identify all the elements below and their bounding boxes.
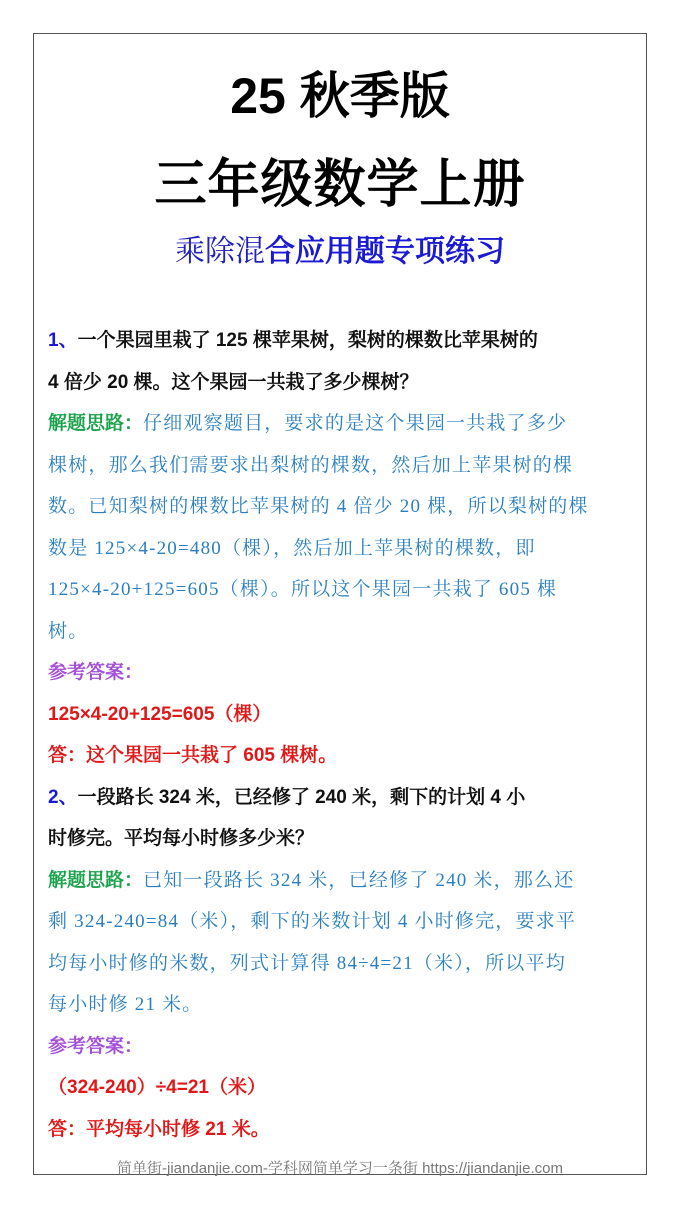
title-line-1: 25 秋季版	[230, 68, 450, 124]
ref-2-label: 参考答案：	[48, 1035, 144, 1057]
question-1-number: 1、	[48, 330, 78, 351]
think-1-text-1: 仔细观察题目，要求的是这个果园一共栽了多少	[143, 413, 568, 434]
think-2-line-2: 剩 324-240=84（米），剩下的米数计划 4 小时修完，要求平	[48, 911, 577, 932]
formula-2: （324-240）÷4=21（米）	[48, 1077, 266, 1098]
think-2-line-3: 均每小时修的米数，列式计算得 84÷4=21（米），所以平均	[48, 952, 566, 974]
think-2-line-4: 每小时修 21 米。	[48, 994, 203, 1015]
think-1-line-5: 125×4-20+125=605（棵）。所以这个果园一共栽了 605 棵	[48, 579, 558, 600]
think-1-line-4: 数是 125×4-20=480（棵），然后加上苹果树的棵数，即	[48, 537, 536, 559]
think-2-line-1	[48, 860, 634, 902]
ref-1-label: 参考答案：	[48, 662, 144, 683]
question-1-line-1	[48, 320, 634, 362]
think-1-label: 解题思路：	[48, 413, 144, 434]
question-1-line-2: 4 倍少 20 棵。这个果园一共栽了多少棵树？	[48, 371, 419, 393]
think-2-text-1: 已知一段路长 324 米，已经修了 240 米，那么还	[143, 869, 575, 891]
question-1-text-1: 一个果园里栽了 125 棵苹果树，梨树的棵数比苹果树的	[77, 330, 538, 351]
subtitle-part-1: 乘除混	[175, 235, 265, 268]
question-2-line-1	[48, 777, 634, 819]
think-1-line-3: 数。已知梨树的棵数比苹果树的 4 倍少 20 棵，所以梨树的棵	[48, 496, 589, 517]
subtitle	[0, 226, 680, 270]
subtitle-part-2: 合应用题专项练习	[265, 235, 505, 268]
think-1-line-2: 棵树，那么我们需要求出梨树的棵数，然后加上苹果树的棵	[48, 454, 574, 476]
answer-1: 答：这个果园一共栽了 605 棵树。	[48, 745, 338, 766]
formula-1: 125×4-20+125=605（棵）	[48, 703, 272, 725]
problems-section	[48, 320, 634, 1150]
think-1-line-6: 树。	[48, 620, 89, 642]
question-2-text-1: 一段路长 324 米，已经修了 240 米，剩下的计划 4 小	[77, 786, 526, 808]
question-2-line-2: 时修完。平均每小时修多少米？	[48, 828, 315, 849]
think-2-label: 解题思路：	[48, 869, 144, 891]
footer-watermark: 简单街-jiandanjie.com-学科网简单学习一条街 https://jiandanjie.com	[117, 1160, 563, 1177]
think-1-line-1	[48, 403, 634, 445]
answer-2: 答：平均每小时修 21 米。	[48, 1118, 270, 1140]
question-2-number: 2、	[48, 786, 78, 808]
title-line-2: 三年级数学上册	[154, 156, 526, 214]
